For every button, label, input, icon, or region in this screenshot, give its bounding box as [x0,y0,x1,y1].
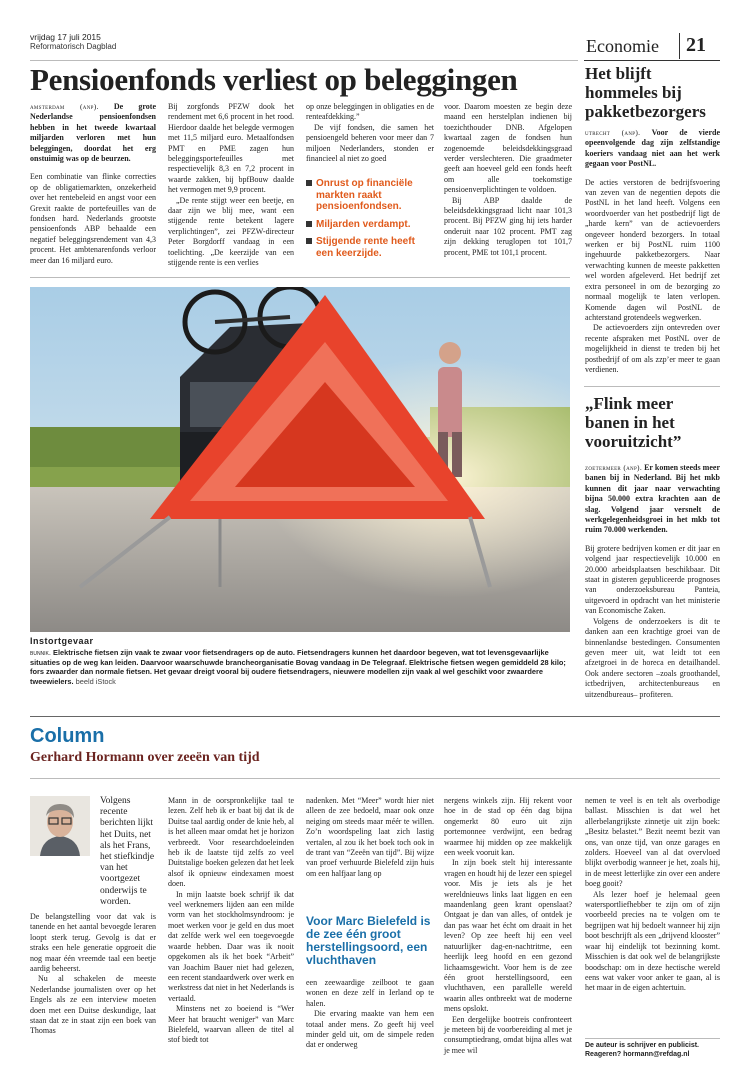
section-name: Economie [586,36,659,56]
article-paragraph: De vijf fondsen, die samen het pensioengeld beheren voor meer dan 7 miljoen Nederlanders, stonden er financieel al niet zo goed [306,122,434,164]
article-paragraph: „De rente stijgt weer een beetje, en daar zijn we blij mee, want een stijgende rente betekent lagere verplichtingen”, zei PFZW-directeur Peter Borgdorff vandaag in een toelichting. „De keerzijde van een stijgende rente is een verlies [168,195,294,268]
column-pullquote: Voor Marc Bielefeld is de zee één groot herstellingsoord, een vluchthaven [306,914,431,967]
column-label: Column [30,725,105,747]
photo-credit: beeld iStock [75,676,116,686]
article-lead: De grote Nederlandse pensioenfondsen hebben in het tweede kwartaal miljarden verloren met hun beleggingen, doordat het erg onstuimig was op de beurzen. [30,102,157,164]
byline-author: De auteur is schrijver en publicist. [585,1042,699,1049]
article-paragraph: Bij grotere bedrijven komen er dit jaar en volgend jaar respectievelijk 10.000 en 20.000 arbeidsplaatsen beschikbaar. Dit staat in gisteren gepubliceerde prognoses van onderzoeksbureau Panteia, uitgevoerd in opdracht van het ministerie van Economische Zaken. [585,543,720,616]
column-col-2 [168,796,294,1046]
pullquote-item: Miljarden verdampt. [306,219,434,231]
column-paragraph: In zijn boek stelt hij interessante vragen en houdt hij de lezer een spiegel voor. Mis je iets als je het wereldnieuws links laat liggen en een maandenlang geen krant openslaat? Ontgaat je dan van alles, of ontdek je dan pas waar het écht om draait in het leven? Op zee heeft hij een veel natuurlijker dag-en-nachtritme, een heerlijk leeg hoofd en een gezond lichaamsgewicht. Voor hem is de zee één groot herstellingsoord, een vluchthaven, een parallelle wereld waarin alles ontbreekt wat de moderne mens opslokt. [444,858,572,1014]
column-paragraph: Minstens net zo boeiend is “Wer Meer hat braucht weniger” van Marc Bielefeld, waarvan alleen de titel al stof biedt tot [168,1004,294,1045]
column-col-5 [585,796,720,994]
column-paragraph: een zeewaardige zeilboot te gaan wonen en deze zelf in Ierland op te halen. [306,978,434,1008]
dateline: zoetermeer (anp). [585,463,642,472]
column-paragraph: nadenken. Met “Meer” wordt hier niet alleen de zee bedoeld, maar ook onze neiging om steeds maar méér te willen. Zo’n woordspeling laat zich lastig vertalen, al zou ik het boek toch ook in de trant van “Zeeën van tijd”. Bij wijze van proef verhuurde Bielefeld zijn huis om een halfjaar lang op [306,796,434,878]
column-col-3 [306,796,434,879]
column-title: Gerhard Hormann over zeeën van tijd [30,750,260,765]
section-rule [30,277,570,278]
column-intro: Volgens recente berichten lijkt het Duits, net als het Frans, het stiefkindje van het voortgezet onderwijs te worden. [100,796,155,907]
warning-triangle-photo [30,287,570,632]
article-paragraph: De acties verstoren de bedrijfsvoering van zeven van de negentien depots die PostNL in het land heeft. Volgens een woordvoerder van het postbedrijf ligt de „harde kern” van de actievoerders ongeveer honderd bezorgers. In totaal werken er bij PostNL ruim 1100 ingehuurde pakketbezorgers. Naar verwachting kunnen de meeste pakketten wel worden afgeleverd. Het bedrijf zet extra personeel in om de bezorging zo normaal mogelijk te laten verlopen. Komende dagen wil PostNL de achterstand grotendeels wegwerken. [585,177,720,322]
article-paragraph: voor. Daarom moesten ze begin deze maand een herstelplan indienen bij toezichthouder DNB. Afgelopen kwartaal zagen de fondsen hun zogenoemde beleidsdekkingsgraad verder verslechteren. Die graadmeter geeft aan hoeveel geld een fonds heeft om alle toekomstige pensioenverplichtingen te voldoen. [444,102,572,195]
sidebar-headline-2: „Flink meer banen in het vooruitzicht” [585,394,682,451]
photo-caption-title: Instortgevaar [30,636,94,646]
bullet-square-icon [306,221,312,227]
column-paragraph: nemen te veel is en telt als overbodige ballast. Misschien is dat wel het allerbelangrijkste zinnetje uit zijn boek: „Besitz belastet.” Bezit neemt bezit van ons, van onze tijd, van onze garages en zolders. Hoeveel van al dat overvloed blijkt overbodig wanneer je het, zoals hij, in de meest letterlijke zin over een andere boeg gooit? [585,796,720,889]
article-paragraph: Volgens de onderzoekers is dit te danken aan een krachtige groei van de binnenlandse bestedingen. Consumenten geven meer uit, wat leidt tot een afzetgroei in de horeca en detailhandel. Ook andere sectoren –zoals groothandel, ictbedrijven, architectenbureaus en uitzendbureaus– profiteren. [585,616,720,699]
column-paragraph: De belangstelling voor dat vak is tanende en het aantal bevoegde leraren loopt sterk terug. Gevolg is dat er straks een hele generatie opgroeit die nog maar één vreemde taal een beetje aardig beheerst. [30,912,156,974]
byline-contact: Reageren? hormann@refdag.nl [585,1051,690,1058]
article-col-2 [168,102,294,269]
article-paragraph: op onze beleggingen in obligaties en de renteafdekking.” [306,102,434,122]
caption-location: bunnik. [30,648,51,657]
sidebar-article-2 [585,463,720,700]
column-paragraph: Nu al schakelen de meeste Nederlandse journalisten over op het Engels als ze een interview moeten doen met een Duitse deskundige, laat staan dat ze in staat zijn een boek van Thomas [30,974,156,1036]
byline-rule [585,1038,720,1039]
article-paragraph: Bij zorgfonds PFZW dook het rendement met 6,6 procent in het rood. Hierdoor daalde het belegde vermogen met 11,5 miljard euro. Metaalfondsen PMT en PME zagen hun beleggingsportefeuilles met respectievelijk 8,3 en 7,2 procent in waarde zakken, bij bpfBouw daalde het vermogen met 9,9 procent. [168,102,294,195]
column-paragraph: Mann in de oorspronkelijke taal te lezen. Zelf heb ik er baat bij dat ik de Duitse taal aardig onder de knie heb, al is het alleen maar omdat het je horizon verbreedt. Voor researchdoeleinden heb ik de laatste tijd zelfs zo veel Duitstalige boeken gelezen dat het leek alsof ik opnieuw eindexamen moest doen. [168,796,294,889]
sidebar-headline-1: Het blijft hommeles bij pakketbezorgers [585,64,706,121]
dateline: amsterdam (anp). [30,102,99,111]
article-lead: Er komen steeds meer banen bij in Nederland. Bij het mkb kunnen dit jaar naar verwachting bijna 50.000 extra krachten aan de slag. Volgend jaar versnelt de werkgelegenheidsgroei in het mkb tot ruim 70.000 werkenden. [585,463,720,535]
sidebar-divider [584,386,720,387]
issue-date: vrijdag 17 juli 2015 [30,32,101,42]
column-paragraph: Een dergelijke bootreis confronteert je meteen bij de voorbereiding al met je consumptiedrang, omdat bijna alles wat je mee wil [444,1014,572,1055]
article-lead: Voor de vierde opeenvolgende dag zijn zelfstandige koeriers vandaag niet aan het werk gegaan voor PostNL. [585,128,720,169]
article-paragraph: Een combinatie van flinke correcties op de obligatiemarkten, onzekerheid over het rentebeleid en angst voor een Grexit raakte de portefeuilles van de fondsen hard. Nederlands grootste pensioenfonds ABP behaalde een negatief beleggingsrendement van 4,3 procent. Het ambtenarenfonds verloor meer dan 16 miljard euro. [30,172,156,265]
column-paragraph: Die ervaring maakte van hem een totaal ander mens. Zo geeft hij veel minder geld uit, om de simpele reden dat er onderweg [306,1009,434,1050]
column-intro-top [100,796,156,908]
page-number: 21 [686,34,706,56]
article-paragraph: De actievoerders zijn ontevreden over recente afspraken met PostNL over de mogelijkheid in dienst te treden bij het postbedrijf of om als zzp’er meer te gaan verdienen. [585,323,720,374]
column-paragraph: nergens winkels zijn. Hij rekent voor hoe in de stad op één dag bijna ongemerkt 80 euro uit zijn portemonnee verdwijnt, een bedrag waarmee hij midden op zee makkelijk een week vooruit kan. [444,796,572,858]
pullquote-item: Onrust op financiële markten raakt pensioenfondsen. [306,178,434,213]
sidebar-rule [584,60,720,61]
dateline: utrecht (anp). [585,128,641,137]
bullet-square-icon [306,238,312,244]
column-rule [30,716,720,717]
column-col-1 [30,912,156,1037]
header-rule [30,60,578,61]
photo-caption [30,648,570,686]
paper-name: Reformatorisch Dagblad [30,42,117,51]
pullquote-item: Stijgende rente heeft een keerzijde. [306,236,434,259]
sidebar-article-1 [585,128,720,375]
header-separator [679,33,680,59]
main-headline: Pensioenfonds verliest op beleggingen [30,62,518,97]
article-col-4 [444,102,572,258]
column-title-rule [30,778,720,779]
article-col-1 [30,102,156,266]
column-col-3b [306,978,434,1051]
column-paragraph: In mijn laatste boek schrijf ik dat veel werknemers lijden aan een milde vorm van het stockholmsyndroom: je moet werken voor je geld en dus moet dat zelfde werk wel een toegevoegde waarde hebben. Daar was ik nooit opgekomen als ik het boek “Arbeit” van Joachim Bauer niet had gelezen, een recent standaardwerk over werk en werkstress dat niet in het Nederlands is vertaald. [168,889,294,1003]
caption-text: Elektrische fietsen zijn vaak te zwaar voor fietsendragers op de auto. Fietsendragers kunnen het daardoor begeven, wat tot levensgevaarlijke situaties op de weg kan leiden. Daarvoor waarschuwde brancheorganisatie Bovag vandaag in De Telegraaf. Elektrische fietsen wegen gemiddeld 28 kilo; fors zwaarder dan normale fietsen. Het gevaar dreigt vooral bij oudere fietsendragers, nieuwere modellen zijn vaak al wel geschikt voor zwaardere tweewielers. [30,648,566,686]
author-avatar [30,796,90,856]
column-byline [585,1041,725,1059]
article-col-3 [306,102,434,164]
bullet-square-icon [306,180,312,186]
column-paragraph: Als lezer hoef je helemaal geen watersportliefhebber te zijn om of zijn voorbeeld precies na te volgen om te begrijpen wat hij bedoelt wanneer hij zijn boot beschrijft als een „drijvend klooster” waar hij eindelijk tot bezinning komt. Misschien is dat ook wel de belangrijkste boodschap: om in deze hectische wereld eens wat vaker voor anker te gaan, al is het maar in de eigen achtertuin. [585,889,720,993]
article-paragraph: Bij ABP daalde de beleidsdekkingsgraad licht naar 101,3 procent. Bij PFZW ging hij iets harder onderuit naar 102 procent. PMT zag zijn dekking teruglopen tot 101,7 procent, PME tot 101,1 procent. [444,195,572,257]
column-col-4 [444,796,572,1056]
pullquote-box [306,178,434,265]
